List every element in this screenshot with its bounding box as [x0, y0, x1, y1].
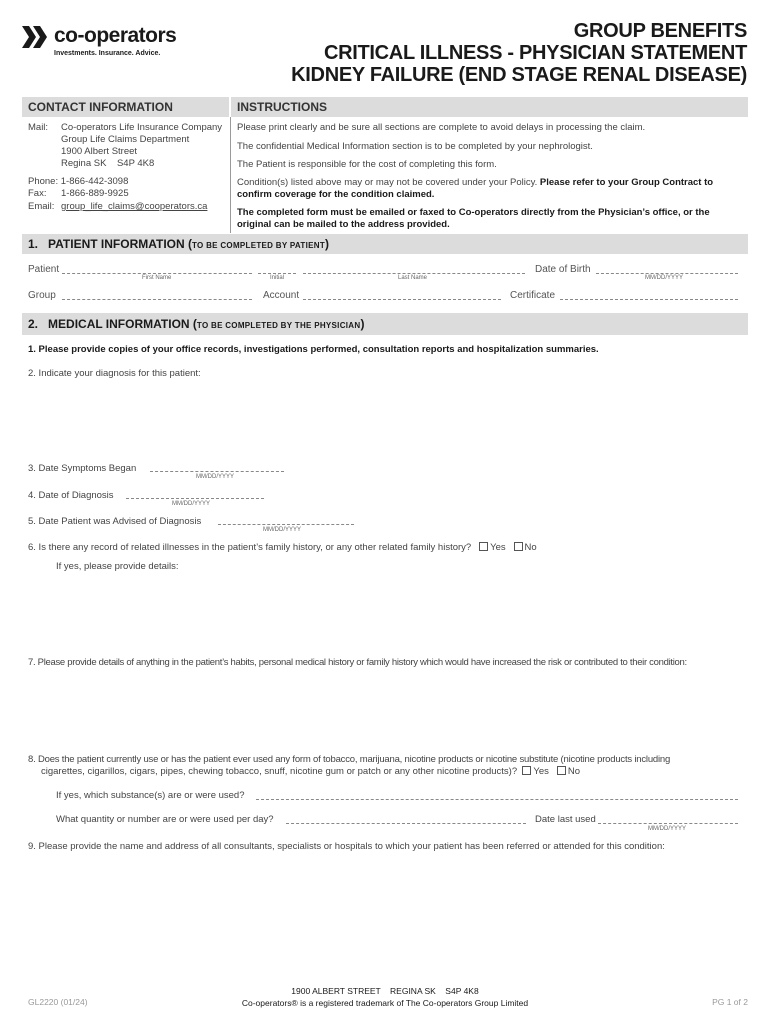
question-1: 1. Please provide copies of your office records, investigations performed, consultation reports and hospitalization summaries.	[28, 344, 599, 355]
fax-label: Fax:	[28, 188, 47, 199]
instruction-3: The Patient is responsible for the cost of completing this form.	[237, 159, 497, 170]
instruction-5-bold: The completed form must be emailed or faxed to Co-operators directly from the Physician’s office, or the original can be mailed to the address provided.	[237, 207, 710, 230]
initial-field[interactable]	[258, 273, 296, 274]
account-field[interactable]	[303, 299, 501, 300]
question-7: 7. Please provide details of anything in the patient’s habits, personal medical history or family history which would have increased the risk or contributed to their condition:	[28, 657, 687, 668]
footer-address: 1900 ALBERT STREET REGINA SK S4P 4K8	[291, 986, 479, 996]
q6-no-label: No	[524, 542, 537, 553]
question-6-text: 6. Is there any record of related illnesses in the patient’s family history, or any other related family history?	[28, 542, 472, 553]
section-1-note: TO BE COMPLETED BY PATIENT	[192, 241, 326, 250]
instruction-1: Please print clearly and be sure all sections are complete to avoid delays in processing the claim.	[237, 122, 646, 133]
mail-line: Regina SK S4P 4K8	[61, 158, 155, 169]
substances-field[interactable]	[256, 799, 738, 800]
dob-caption: MM/DD/YYYY	[645, 275, 684, 281]
instruction-4	[237, 177, 745, 201]
question-5: 5. Date Patient was Advised of Diagnosis	[28, 516, 202, 527]
group-label: Group	[28, 290, 56, 301]
question-8-quantity-label: What quantity or number are or were used per day?	[56, 814, 274, 825]
instruction-4-text: Condition(s) listed above may or may not be covered under your Policy.	[237, 177, 538, 188]
brand-tagline: Investments. Insurance. Advice.	[54, 50, 161, 57]
patient-label: Patient	[28, 264, 60, 275]
question-4: 4. Date of Diagnosis	[28, 490, 114, 501]
date-last-used-caption: MM/DD/YYYY	[648, 826, 687, 832]
date-last-used-field[interactable]	[598, 823, 738, 824]
q8-no-checkbox[interactable]	[557, 766, 566, 775]
email-label: Email:	[28, 201, 55, 212]
section-1-close: )	[325, 237, 330, 251]
section-2-number: 2.	[28, 317, 39, 331]
q8-yes-label: Yes	[533, 766, 549, 777]
mail-label: Mail:	[28, 122, 49, 133]
fax-number: 1-866-889-9925	[61, 188, 129, 199]
contact-heading: CONTACT INFORMATION	[22, 97, 229, 117]
section-2-title: MEDICAL INFORMATION (	[48, 317, 197, 331]
diagnosis-date-caption: MM/DD/YYYY	[172, 501, 211, 507]
page-number: PG 1 of 2	[712, 997, 748, 1007]
co-operators-logo	[22, 22, 202, 62]
first-name-caption: First Name	[142, 275, 172, 281]
question-8-line-1: 8. Does the patient currently use or has the patient ever used any form of tobacco, marijuana, nicotine products or nicotine substitute (nicotine products including	[28, 754, 671, 765]
mail-line: Co-operators Life Insurance Company	[61, 122, 223, 133]
section-2-header	[22, 313, 748, 335]
group-field[interactable]	[62, 299, 252, 300]
footer-address-block	[0, 985, 770, 1009]
section-1-header	[22, 234, 748, 254]
dob-label: Date of Birth	[535, 264, 591, 275]
mail-line: 1900 Albert Street	[61, 146, 138, 157]
q6-yes-label: Yes	[490, 542, 506, 553]
question-2: 2. Indicate your diagnosis for this patient:	[28, 368, 201, 379]
symptoms-date-field[interactable]	[150, 471, 284, 472]
title-line-2: CRITICAL ILLNESS - PHYSICIAN STATEMENT	[323, 42, 747, 64]
instruction-2: The confidential Medical Information section is to be completed by your nephrologist.	[237, 141, 593, 152]
form-code: GL2220 (01/24)	[28, 997, 88, 1007]
advised-date-field[interactable]	[218, 524, 354, 525]
date-last-used-label: Date last used	[535, 814, 596, 825]
column-divider	[230, 117, 231, 233]
first-name-field[interactable]	[62, 273, 252, 274]
quantity-field[interactable]	[286, 823, 526, 824]
question-8-line-2	[28, 766, 670, 778]
title-line-3: KIDNEY FAILURE (END STAGE RENAL DISEASE)	[291, 64, 747, 86]
section-1-title: PATIENT INFORMATION (	[48, 237, 193, 251]
question-8-line-2-text: cigarettes, cigarillos, cigars, pipes, chewing tobacco, snuff, nicotine gum or patch or any other nicotine products)?	[41, 766, 518, 777]
section-1-number: 1.	[28, 237, 39, 251]
instructions-heading: INSTRUCTIONS	[231, 97, 748, 117]
advised-date-caption: MM/DD/YYYY	[263, 527, 302, 533]
certificate-label: Certificate	[510, 290, 556, 301]
mail-line: Group Life Claims Department	[61, 134, 190, 145]
title-line-1: GROUP BENEFITS	[573, 20, 747, 42]
last-name-caption: Last Name	[398, 275, 428, 281]
last-name-field[interactable]	[303, 273, 525, 274]
form-title	[291, 20, 747, 86]
instruction-5	[237, 207, 745, 231]
q6-no-checkbox[interactable]	[514, 542, 523, 551]
instruction-4-bold: Please refer to your Group Contract to confirm coverage for the condition claimed.	[237, 177, 714, 200]
email-link[interactable]: group_life_claims@cooperators.ca	[61, 201, 208, 212]
mail-address	[61, 122, 222, 170]
q8-yes-checkbox[interactable]	[522, 766, 531, 775]
diagnosis-date-field[interactable]	[126, 498, 264, 499]
question-6-followup: If yes, please provide details:	[56, 561, 179, 572]
footer-trademark: Co-operators® is a registered trademark of The Co-operators Group Limited	[241, 998, 529, 1008]
section-2-note: TO BE COMPLETED BY THE PHYSICIAN	[196, 321, 361, 330]
phone-number: Phone: 1-866-442-3098	[28, 176, 129, 187]
chevrons-logo-icon	[22, 26, 50, 48]
dob-field[interactable]	[596, 273, 738, 274]
section-2-close: )	[360, 317, 365, 331]
question-8	[28, 754, 670, 778]
q8-no-label: No	[567, 766, 580, 777]
question-6	[28, 542, 537, 554]
brand-name: co-operators	[54, 24, 177, 47]
question-8-substances-label: If yes, which substance(s) are or were used?	[56, 790, 245, 801]
symptoms-date-caption: MM/DD/YYYY	[196, 474, 235, 480]
initial-caption: Initial	[270, 275, 285, 281]
account-label: Account	[263, 290, 300, 301]
question-9: 9. Please provide the name and address of all consultants, specialists or hospitals to which your patient has been referred or attended for this condition:	[28, 841, 665, 852]
q6-yes-checkbox[interactable]	[479, 542, 488, 551]
certificate-field[interactable]	[560, 299, 738, 300]
question-3: 3. Date Symptoms Began	[28, 463, 137, 474]
